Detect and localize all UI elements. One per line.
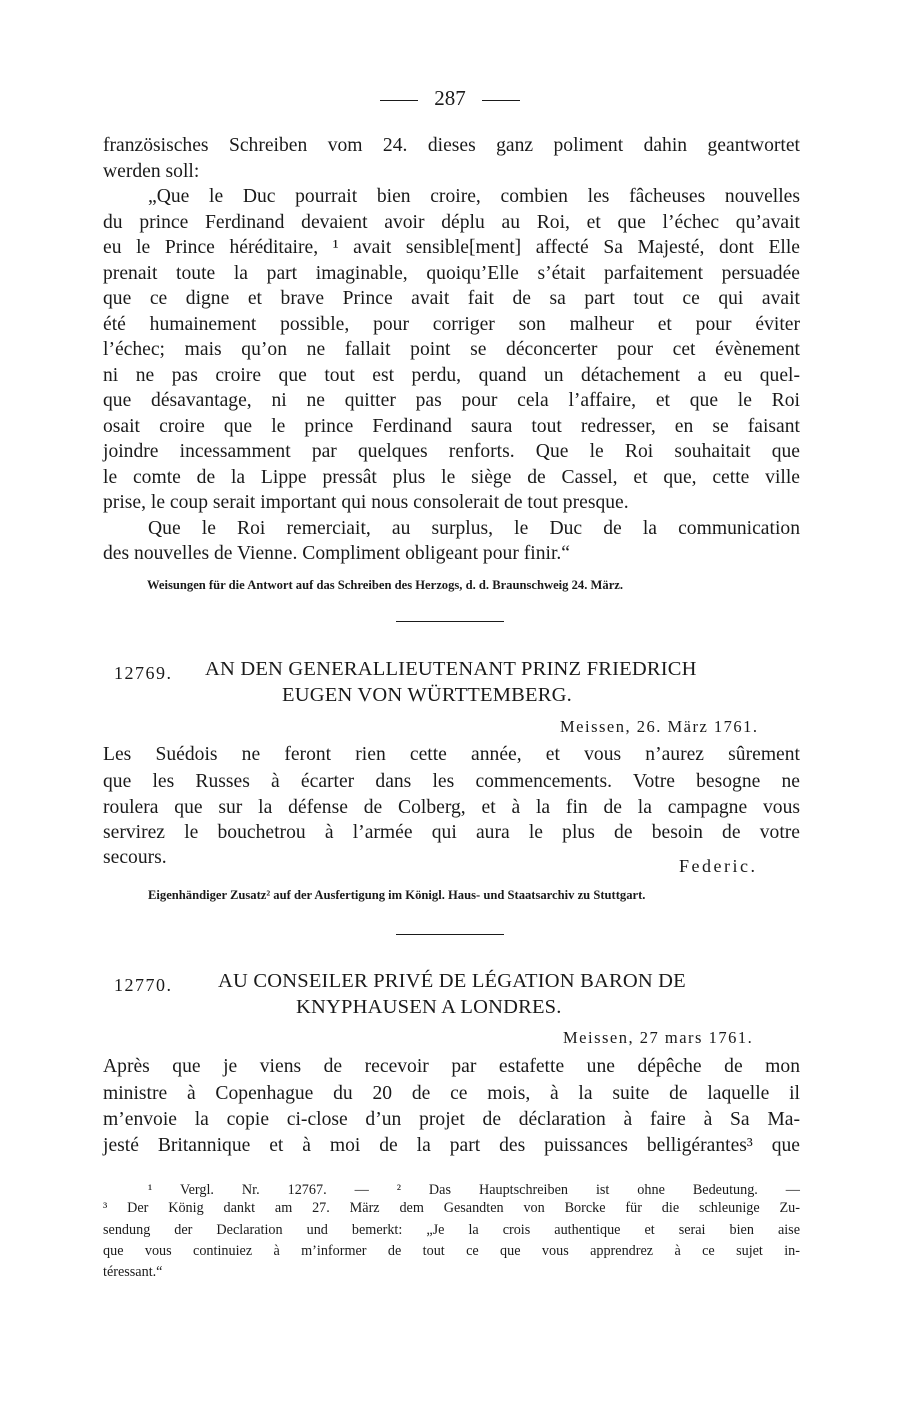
footnote-line: que vous continuiez à m’informer de tout ce que vous apprendrez à ce sujet in- [103,1243,800,1259]
footnote-line: téressant.“ [103,1264,163,1280]
quote-line: que désavantage, ni ne quitter pas pour cela l’affaire, et que le Roi [103,390,800,411]
body-line: Après que je viens de recevoir par estafette une dépêche de mon [103,1056,800,1077]
quote-line: osait croire que le prince Ferdinand saura tout redresser, en se faisant [103,416,800,437]
quote-line: l’échec; mais qu’on ne fallait point se déconcerter pour cet évènement [103,339,800,360]
footnote-line: ³ Der König dankt am 27. März dem Gesandten von Borcke für die schleunige Zu- [103,1200,800,1216]
dateline: Meissen, 26. März 1761. [560,717,759,736]
editorial-note: Weisungen für die Antwort auf das Schreiben des Herzogs, d. d. Braunschweig 24. März. [147,578,624,592]
body-line: servirez le bouchetrou à l’armée qui aura le plus de besoin de votre [103,822,800,843]
quote-line: „Que le Duc pourrait bien croire, combien les fâcheuses nouvelles [148,186,800,207]
body-line: secours. [103,847,167,868]
section-separator [396,934,504,935]
body-line: jesté Britannique et à moi de la part des puissances belligérantes³ que [103,1135,800,1156]
signature: Federic. [679,856,758,876]
footnote-line: ¹ Vergl. Nr. 12767. — ² Das Hauptschreiben ist ohne Bedeutung. — [148,1182,800,1198]
quote-line: été humainement possible, pour corriger son malheur et pour éviter [103,314,800,335]
document-heading: EUGEN VON WÜRTTEMBERG. [282,684,572,706]
quote-line: ni ne pas croire que tout est perdu, quand un détachement a eu quel- [103,365,800,386]
quote-line: des nouvelles de Vienne. Compliment obligeant pour finir.“ [103,543,570,564]
footnote-line: sendung der Declaration und bemerkt: „Je la crois authentique et serai bien aise [103,1222,800,1238]
quote-line: Que le Roi remerciait, au surplus, le Duc de la communication [148,518,800,539]
header-dash-right [482,100,520,101]
quote-line: joindre incessamment par quelques renforts. Que le Roi souhaitait que [103,441,800,462]
quote-line: prise, le coup serait important qui nous consolerait de tout presque. [103,492,629,513]
quote-line: eu le Prince héréditaire, ¹ avait sensible[ment] affecté Sa Majesté, dont Elle [103,237,800,258]
document-heading: AU CONSEILER PRIVÉ DE LÉGATION BARON DE [218,970,686,992]
quote-line: que ce digne et brave Prince avait fait de sa part tout ce qui avait [103,288,800,309]
body-line: Les Suédois ne feront rien cette année, et vous n’aurez sûrement [103,744,800,765]
body-line: roulera que sur la défense de Colberg, et à la fin de la campagne vous [103,797,800,818]
section-separator [396,621,504,622]
document-number: 12770. [114,975,173,995]
body-line: que les Russes à écarter dans les commencements. Votre besogne ne [103,771,800,792]
dateline: Meissen, 27 mars 1761. [563,1028,754,1047]
document-number: 12769. [114,663,173,683]
body-line: ministre à Copenhague du 20 de ce mois, à la suite de laquelle il [103,1083,800,1104]
document-heading: KNYPHAUSEN A LONDRES. [296,996,562,1018]
intro-line: französisches Schreiben vom 24. dieses ganz poliment dahin geantwortet [103,135,800,156]
page-header [0,86,900,111]
intro-line: werden soll: [103,161,200,182]
body-line: m’envoie la copie ci-close d’un projet de déclaration à faire à Sa Ma- [103,1109,800,1130]
quote-line: du prince Ferdinand devaient avoir déplu au Roi, et que l’échec qu’avait [103,212,800,233]
document-heading: AN DEN GENERALLIEUTENANT PRINZ FRIEDRICH [205,658,697,680]
editorial-note: Eigenhändiger Zusatz² auf der Ausfertigung im Königl. Haus- und Staatsarchiv zu Stuttgart. [148,888,646,902]
quote-line: prenait toute la part imaginable, quoiqu’Elle s’était parfaitement persuadée [103,263,800,284]
quote-line: le comte de la Lippe pressât plus le siège de Cassel, et que, cette ville [103,467,800,488]
page-number: 287 [434,86,466,110]
header-dash-left [380,100,418,101]
